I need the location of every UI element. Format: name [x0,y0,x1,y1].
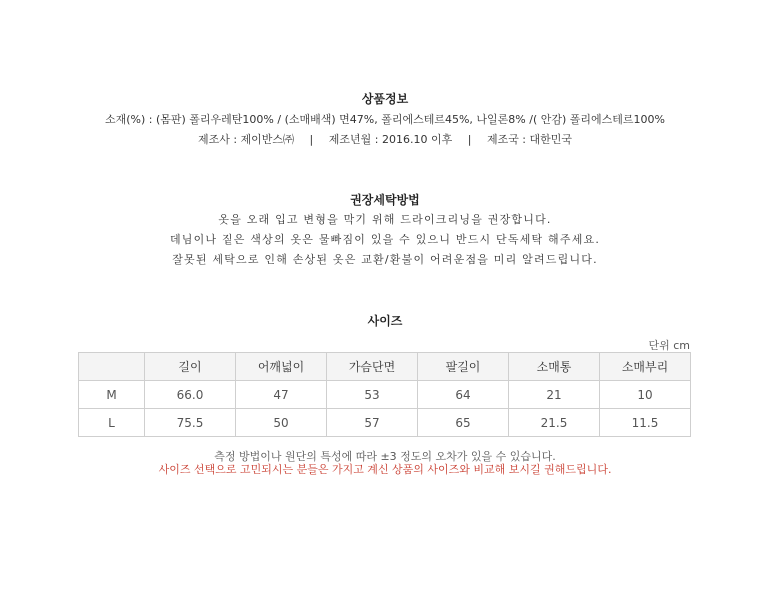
table-cell: 64 [418,381,509,409]
table-cell: 47 [236,381,327,409]
table-row [79,381,691,409]
production-date-text: 제조년월 : 2016.10 이후 [328,133,453,146]
table-cell: 21.5 [509,409,600,437]
table-row [79,409,691,437]
table-cell: 53 [327,381,418,409]
size-warning: 사이즈 선택으로 고민되시는 분들은 가지고 계신 상품의 사이즈와 비교해 보시길 권해드립니다. [158,463,612,476]
care-title: 권장세탁방법 [350,193,420,207]
measurement-note: 측정 방법이나 원단의 특성에 따라 ±3 정도의 오차가 있을 수 있습니다. [214,450,556,463]
table-cell: 11.5 [600,409,691,437]
size-table [78,352,691,437]
maker-line [0,131,770,147]
size-header-cell: 어깨넓이 [236,353,327,381]
size-label-cell: M [79,381,145,409]
size-label-cell: L [79,409,145,437]
divider: | [467,133,472,146]
care-line: 데님이나 짙은 색상의 옷은 물빠짐이 있을 수 있으니 반드시 단독세탁 해주세요. [169,233,601,246]
country-text: 제조국 : 대한민국 [486,133,573,146]
size-header-row [79,353,691,381]
size-title: 사이즈 [367,314,403,328]
table-cell: 50 [236,409,327,437]
product-info-title: 상품정보 [361,92,409,106]
material-line: 소재(%) : (몸판) 폴리우레탄100% / (소매배색) 면47%, 폴리에스테르45%, 나일론8% /( 안감) 폴리에스테르100% [104,113,665,126]
size-header-cell: 소매부리 [600,353,691,381]
care-line: 잘못된 세탁으로 인해 손상된 옷은 교환/환불이 어려운점을 미리 알려드립니다. [172,253,598,266]
size-unit: 단위 cm [648,339,690,352]
table-cell: 21 [509,381,600,409]
divider: | [309,133,314,146]
table-cell: 75.5 [145,409,236,437]
size-header-cell: 길이 [145,353,236,381]
table-cell: 57 [327,409,418,437]
care-line: 옷을 오래 입고 변형을 막기 위해 드라이크리닝을 권장합니다. [218,213,552,226]
size-header-cell: 팔길이 [418,353,509,381]
table-cell: 66.0 [145,381,236,409]
size-header-cell: 소매통 [509,353,600,381]
maker-text: 제조사 : 제이반스㈜ [197,133,295,146]
table-cell: 65 [418,409,509,437]
table-cell: 10 [600,381,691,409]
size-header-cell [79,353,145,381]
size-header-cell: 가슴단면 [327,353,418,381]
